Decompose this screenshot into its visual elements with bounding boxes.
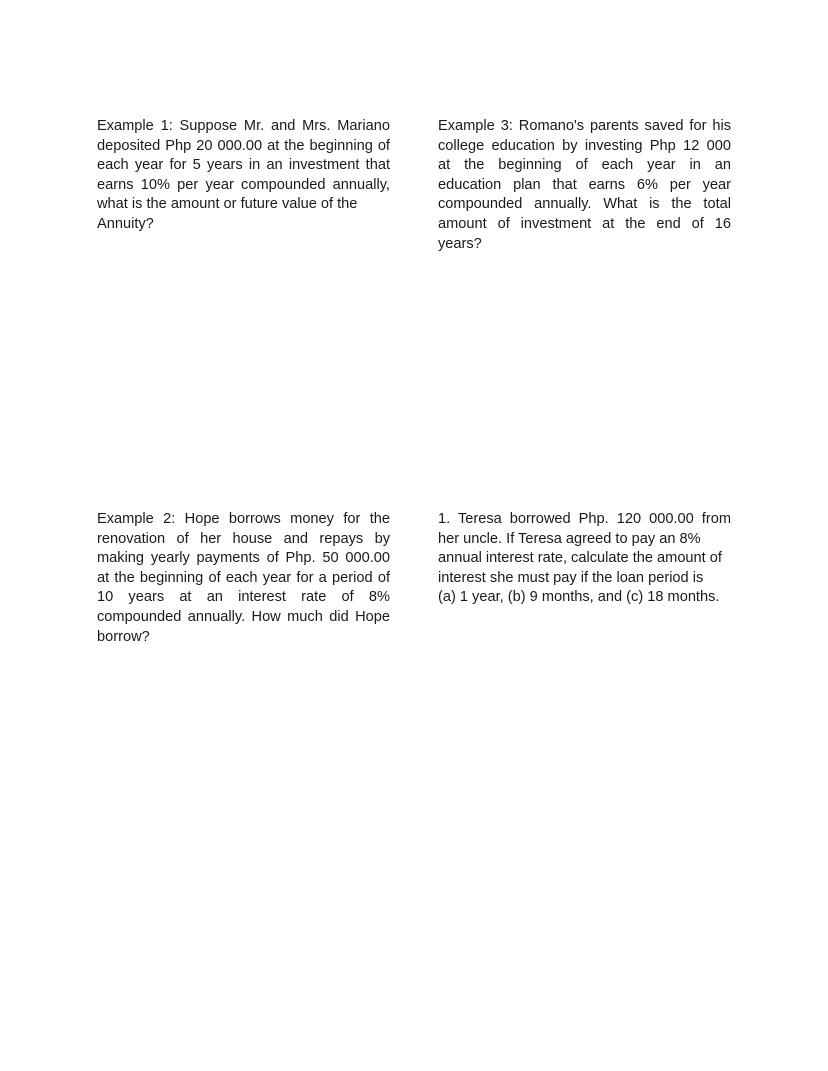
text-line: deposited Php 20 000.00 at the beginning of xyxy=(97,137,390,154)
text-line: Example 2: Hope borrows money for the xyxy=(97,511,390,527)
text-line: (a) 1 year, (b) 9 months, and (c) 18 months. xyxy=(438,589,720,606)
text-line: borrow? xyxy=(97,628,150,645)
text-line: amount of investment at the end of 16 xyxy=(438,215,731,232)
text-line: education plan that earns 6% per year xyxy=(438,176,731,193)
problem-1-text xyxy=(438,510,731,608)
text-line: compounded annually. What is the total xyxy=(438,196,731,213)
text-line: annual interest rate, calculate the amount of xyxy=(438,550,722,567)
example-1-text xyxy=(97,117,390,235)
text-line: at the beginning of each year for a period of xyxy=(97,569,390,586)
text-line: earns 10% per year compounded annually, xyxy=(97,176,390,193)
text-line: compounded annually. How much did Hope xyxy=(97,608,390,625)
text-line: making yearly payments of Php. 50 000.00 xyxy=(97,550,390,567)
text-line: 10 years at an interest rate of 8% xyxy=(97,589,390,606)
text-line: renovation of her house and repays by xyxy=(97,530,390,547)
example-2-text xyxy=(97,510,390,647)
text-line: Example 1: Suppose Mr. and Mrs. Mariano xyxy=(97,118,390,134)
text-line: interest she must pay if the loan period is xyxy=(438,569,704,586)
text-line: college education by investing Php 12 000 xyxy=(438,137,731,154)
text-line: what is the amount or future value of the xyxy=(97,196,358,213)
text-line: Annuity? xyxy=(97,215,154,232)
text-line: at the beginning of each year in an xyxy=(438,157,731,174)
text-line: years? xyxy=(438,235,482,252)
text-line: each year for 5 years in an investment that xyxy=(97,157,390,174)
text-line: 1. Teresa borrowed Php. 120 000.00 from xyxy=(438,511,731,527)
example-3-text xyxy=(438,117,731,254)
text-line: her uncle. If Teresa agreed to pay an 8% xyxy=(438,530,701,547)
text-line: Example 3: Romano's parents saved for his xyxy=(438,118,731,134)
